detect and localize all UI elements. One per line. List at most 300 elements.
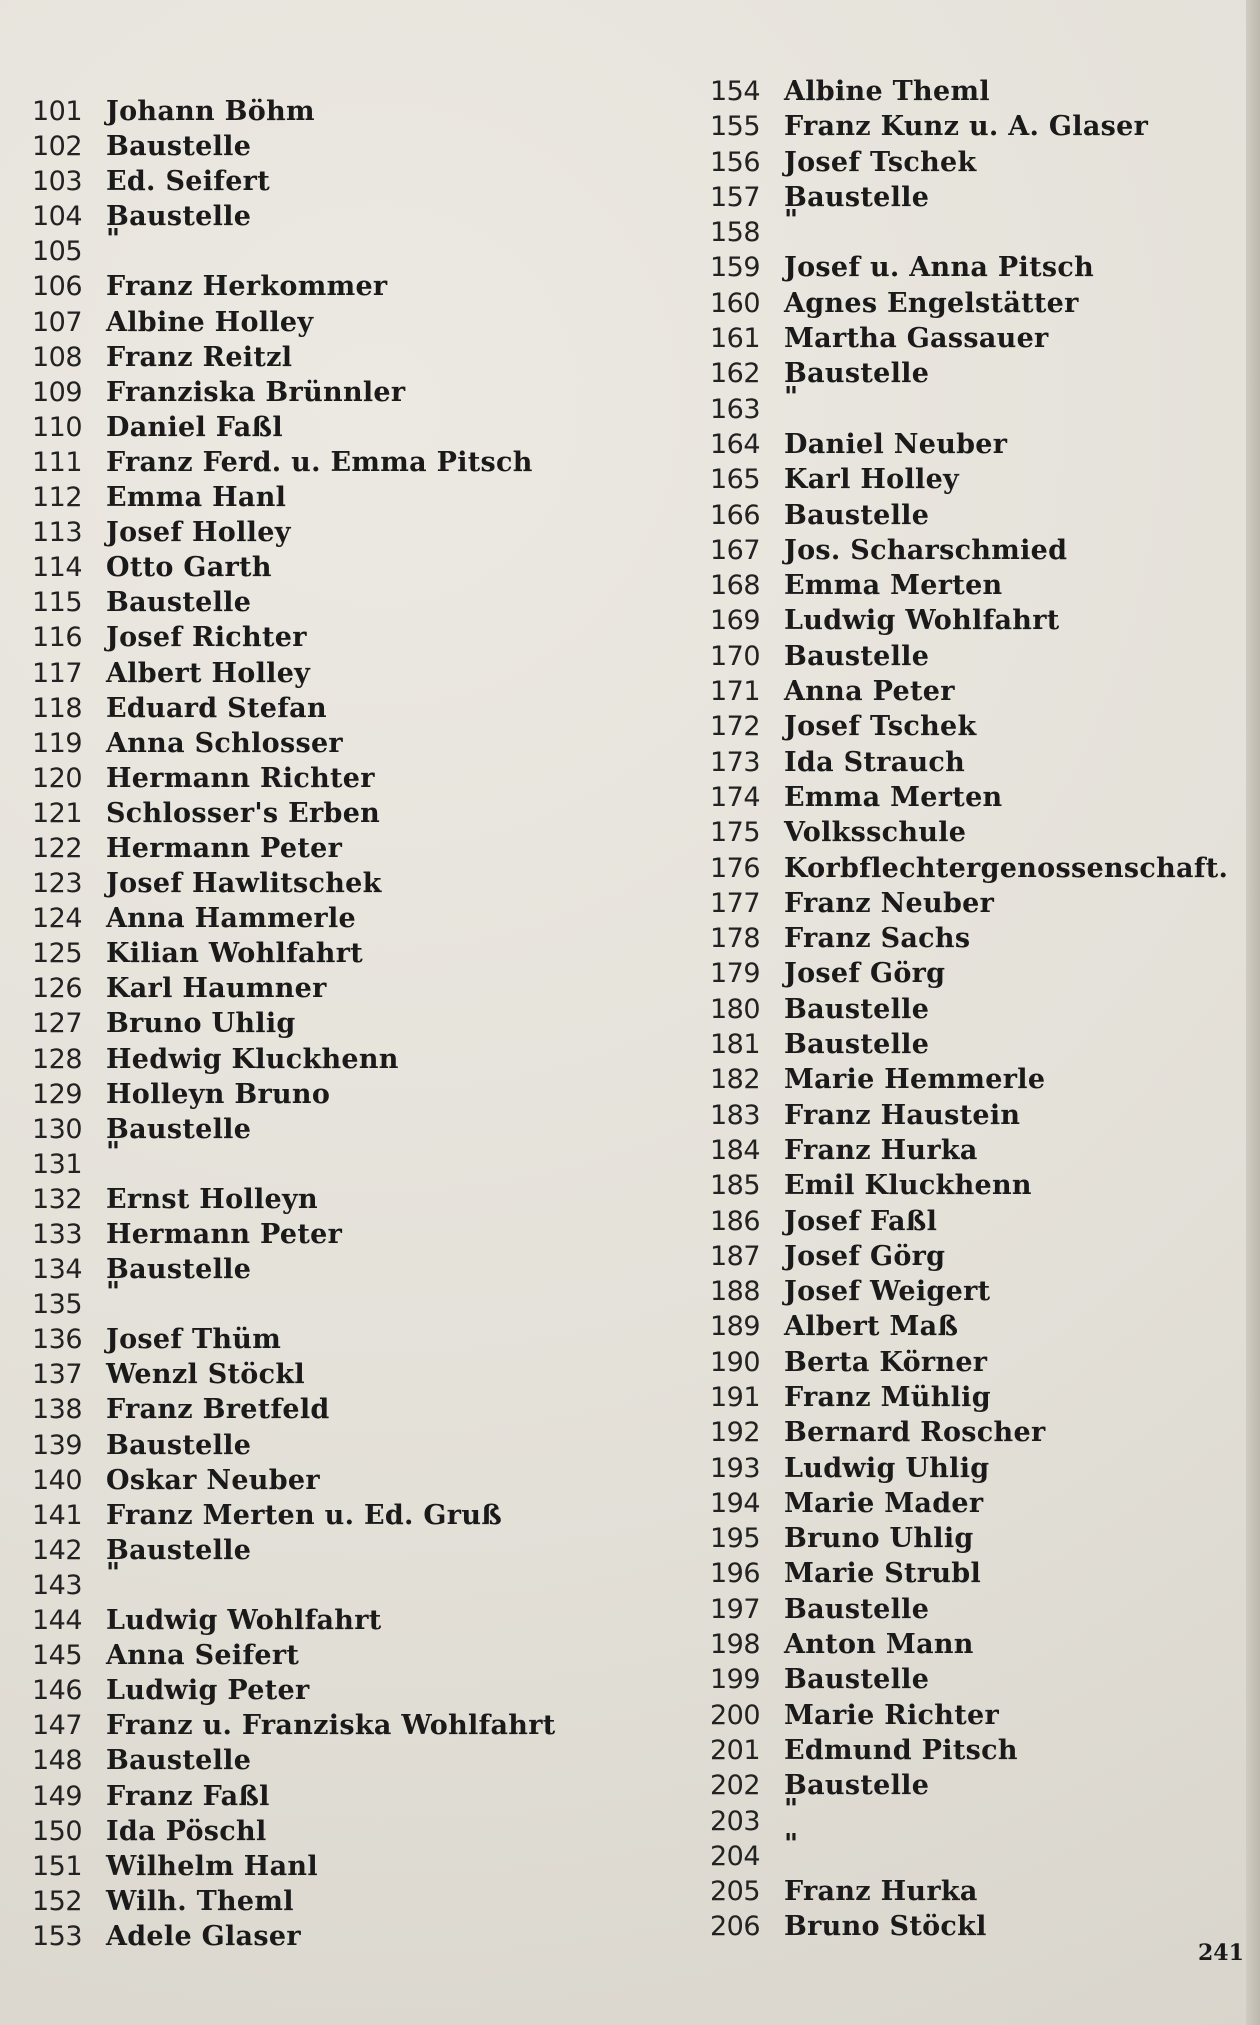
list-item <box>32 656 672 691</box>
list-item <box>32 224 672 269</box>
house-number: 172 <box>710 711 761 743</box>
page-number: 241 <box>1198 1940 1244 1966</box>
owner-name: Eduard Stefan <box>106 692 327 724</box>
house-number: 124 <box>32 903 83 935</box>
list-item <box>32 1638 672 1673</box>
house-number: 108 <box>32 341 83 373</box>
house-number: 138 <box>32 1394 83 1426</box>
owner-name: Baustelle <box>784 993 930 1025</box>
owner-name: Baustelle <box>106 201 252 233</box>
list-item <box>32 550 672 585</box>
house-number: 123 <box>32 868 83 900</box>
owner-name: Wenzl Stöckl <box>106 1359 305 1391</box>
list-item <box>710 462 1230 497</box>
owner-name: Josef u. Anna Pitsch <box>784 252 1095 284</box>
owner-name: Franz Bretfeld <box>106 1394 330 1426</box>
list-item <box>710 1627 1230 1662</box>
house-number: 145 <box>32 1640 83 1672</box>
owner-name: Franziska Brünnler <box>106 376 406 408</box>
list-item <box>710 1027 1230 1062</box>
house-number: 147 <box>32 1710 83 1742</box>
ditto-mark: " <box>106 224 121 256</box>
ditto-mark: " <box>784 381 799 413</box>
house-number: 101 <box>32 96 83 127</box>
list-item <box>32 1357 672 1392</box>
owner-name: Ludwig Wohlfahrt <box>106 1605 382 1637</box>
house-number: 201 <box>710 1734 761 1766</box>
list-item <box>710 1828 1230 1874</box>
house-number: 133 <box>32 1219 83 1250</box>
owner-name: Marie Hemmerle <box>784 1064 1046 1096</box>
owner-name: Schlosser's Erben <box>106 797 381 829</box>
house-number: 174 <box>710 781 761 813</box>
owner-name: Franz Reitzl <box>106 341 293 373</box>
owner-name: Ida Pöschl <box>106 1815 267 1847</box>
list-item <box>32 620 672 655</box>
house-number: 197 <box>710 1593 761 1625</box>
list-item <box>710 1486 1230 1521</box>
house-number: 189 <box>710 1311 761 1343</box>
list-item <box>710 1733 1230 1768</box>
list-item <box>32 901 672 936</box>
house-number: 162 <box>710 358 761 390</box>
list-item <box>710 1274 1230 1309</box>
list-item <box>710 956 1230 991</box>
list-item <box>32 129 672 164</box>
owner-name: Daniel Faßl <box>106 411 283 443</box>
house-number: 119 <box>32 727 83 759</box>
owner-name: Karl Holley <box>784 464 960 496</box>
house-number: 111 <box>32 446 83 478</box>
owner-name: Josef Weigert <box>784 1276 991 1308</box>
house-number: 121 <box>32 797 83 829</box>
list-item <box>32 269 672 304</box>
ditto-mark: " <box>784 1793 799 1825</box>
list-item <box>32 1217 672 1252</box>
owner-name: Josef Tschek <box>784 711 977 743</box>
list-item <box>32 936 672 971</box>
list-item <box>710 815 1230 850</box>
house-number: 196 <box>710 1558 761 1590</box>
owner-name: Anna Hammerle <box>106 903 356 935</box>
owner-name: Hermann Peter <box>106 832 343 864</box>
list-item <box>710 1521 1230 1556</box>
owner-name: Josef Thüm <box>106 1324 282 1356</box>
house-number: 131 <box>32 1148 83 1180</box>
list-item <box>32 1849 672 1884</box>
owner-name: Baustelle <box>784 640 930 672</box>
house-number: 181 <box>710 1029 761 1061</box>
house-number: 195 <box>710 1523 761 1555</box>
house-number: 178 <box>710 923 761 955</box>
owner-name: Marie Strubl <box>784 1558 982 1590</box>
house-number: 137 <box>32 1359 83 1391</box>
house-number: 177 <box>710 887 761 919</box>
house-number: 132 <box>32 1183 83 1215</box>
list-item <box>710 1204 1230 1239</box>
house-number: 150 <box>32 1815 83 1847</box>
owner-name: Franz Haustein <box>784 1099 1021 1131</box>
list-item <box>710 1415 1230 1450</box>
house-number: 163 <box>710 393 761 425</box>
owner-name: Franz Ferd. u. Emma Pitsch <box>106 446 533 478</box>
list-item <box>32 796 672 831</box>
house-number: 136 <box>32 1324 83 1356</box>
owner-name: Hermann Peter <box>106 1219 343 1250</box>
list-item <box>32 1884 672 1919</box>
house-number: 164 <box>710 428 761 460</box>
owner-name: Martha Gassauer <box>784 323 1049 355</box>
owner-name: Albine Holley <box>106 306 314 338</box>
list-item <box>32 1814 672 1849</box>
owner-name: Albine Theml <box>784 76 990 107</box>
house-number: 120 <box>32 762 83 794</box>
owner-name: Franz Kunz u. A. Glaser <box>784 111 1149 143</box>
owner-name: Albert Maß <box>784 1311 959 1343</box>
house-number: 180 <box>710 993 761 1025</box>
house-number: 139 <box>32 1429 83 1461</box>
owner-name: Baustelle <box>784 181 930 213</box>
owner-name: Emma Merten <box>784 781 1003 813</box>
house-number: 109 <box>32 376 83 408</box>
house-number: 183 <box>710 1099 761 1131</box>
list-item <box>710 1062 1230 1097</box>
owner-name: Karl Haumner <box>106 973 327 1005</box>
house-number: 194 <box>710 1487 761 1519</box>
list-item <box>32 1557 672 1603</box>
owner-name: Daniel Neuber <box>784 428 1008 460</box>
house-number: 128 <box>32 1043 83 1075</box>
list-item <box>32 1077 672 1112</box>
owner-name: Berta Körner <box>784 1346 988 1378</box>
house-number: 193 <box>710 1452 761 1484</box>
house-number: 160 <box>710 287 761 319</box>
list-item <box>32 1322 672 1357</box>
list-item <box>32 831 672 866</box>
house-number: 115 <box>32 587 83 619</box>
list-item <box>710 1098 1230 1133</box>
list-item <box>710 321 1230 356</box>
house-number: 102 <box>32 131 83 163</box>
owner-name: Jos. Scharschmied <box>784 534 1068 566</box>
house-number: 104 <box>32 201 83 233</box>
list-item <box>32 726 672 761</box>
house-number: 144 <box>32 1605 83 1637</box>
list-item <box>710 568 1230 603</box>
owner-name: Holleyn Bruno <box>106 1078 331 1110</box>
house-number: 153 <box>32 1920 83 1952</box>
list-item <box>710 205 1230 250</box>
house-number: 200 <box>710 1699 761 1731</box>
list-item <box>710 1239 1230 1274</box>
list-item <box>32 585 672 620</box>
house-number: 188 <box>710 1276 761 1308</box>
owner-name: Josef Hawlitschek <box>106 868 382 900</box>
owner-name: Anna Peter <box>784 676 955 708</box>
owner-name: Anna Schlosser <box>106 727 343 759</box>
house-number: 154 <box>710 76 761 107</box>
owner-name: Ludwig Wohlfahrt <box>784 605 1060 637</box>
owner-name: Josef Tschek <box>784 146 977 178</box>
owner-name: Korbflechtergenossenschaft. <box>784 852 1229 884</box>
owner-name: Baustelle <box>106 1429 252 1461</box>
list-item <box>32 1673 672 1708</box>
list-item <box>710 992 1230 1027</box>
list-item <box>32 375 672 410</box>
list-item <box>32 971 672 1006</box>
owner-name: Franz u. Franziska Wohlfahrt <box>106 1710 556 1742</box>
house-number: 142 <box>32 1534 83 1566</box>
left-address-column <box>32 94 672 1954</box>
list-item <box>710 709 1230 744</box>
list-item <box>710 1662 1230 1697</box>
house-number: 105 <box>32 236 83 268</box>
owner-name: Volksschule <box>784 817 967 849</box>
list-item <box>710 498 1230 533</box>
right-address-column <box>710 74 1230 1945</box>
house-number: 206 <box>710 1911 761 1943</box>
owner-name: Marie Mader <box>784 1487 984 1519</box>
list-item <box>32 1779 672 1814</box>
ditto-mark: " <box>784 205 799 237</box>
list-item <box>710 1451 1230 1486</box>
house-number: 155 <box>710 111 761 143</box>
owner-name: Baustelle <box>106 1534 252 1566</box>
house-number: 171 <box>710 676 761 708</box>
house-number: 127 <box>32 1008 83 1040</box>
owner-name: Franz Neuber <box>784 887 995 919</box>
owner-name: Emil Kluckhenn <box>784 1170 1032 1202</box>
list-item <box>710 109 1230 144</box>
list-item <box>32 94 672 129</box>
list-item <box>710 1133 1230 1168</box>
house-number: 107 <box>32 306 83 338</box>
list-item <box>32 410 672 445</box>
owner-name: Baustelle <box>784 1029 930 1061</box>
owner-name: Oskar Neuber <box>106 1464 320 1496</box>
owner-name: Edmund Pitsch <box>784 1734 1018 1766</box>
owner-name: Bruno Uhlig <box>784 1523 974 1555</box>
list-item <box>32 866 672 901</box>
list-item <box>32 445 672 480</box>
house-number: 170 <box>710 640 761 672</box>
ditto-mark: " <box>784 1828 799 1860</box>
owner-name: Franz Merten u. Ed. Gruß <box>106 1499 503 1531</box>
list-item <box>710 145 1230 180</box>
list-item <box>32 1919 672 1954</box>
list-item <box>32 340 672 375</box>
list-item <box>710 1556 1230 1591</box>
list-item <box>32 305 672 340</box>
owner-name: Wilh. Theml <box>106 1885 294 1917</box>
house-number: 179 <box>710 958 761 990</box>
house-number: 158 <box>710 217 761 249</box>
list-item <box>32 1428 672 1463</box>
owner-name: Hermann Richter <box>106 762 375 794</box>
owner-name: Franz Faßl <box>106 1780 270 1812</box>
house-number: 110 <box>32 411 83 443</box>
owner-name: Baustelle <box>784 1593 930 1625</box>
house-number: 112 <box>32 482 83 514</box>
owner-name: Bruno Uhlig <box>106 1008 296 1040</box>
owner-name: Franz Herkommer <box>106 271 388 303</box>
house-number: 192 <box>710 1417 761 1449</box>
list-item <box>32 1392 672 1427</box>
list-item <box>32 1182 672 1217</box>
house-number: 184 <box>710 1134 761 1166</box>
owner-name: Baustelle <box>784 1770 930 1802</box>
house-number: 159 <box>710 252 761 284</box>
owner-name: Franz Sachs <box>784 923 971 955</box>
list-item <box>32 1277 672 1322</box>
list-item <box>710 250 1230 285</box>
house-number: 198 <box>710 1629 761 1661</box>
owner-name: Ed. Seifert <box>106 166 270 198</box>
list-item <box>32 164 672 199</box>
house-number: 117 <box>32 657 83 689</box>
house-number: 186 <box>710 1205 761 1237</box>
owner-name: Josef Richter <box>106 622 307 654</box>
list-item <box>32 691 672 726</box>
house-number: 141 <box>32 1499 83 1531</box>
owner-name: Kilian Wohlfahrt <box>106 938 364 970</box>
owner-name: Bruno Stöckl <box>784 1911 987 1943</box>
owner-name: Franz Hurka <box>784 1134 978 1166</box>
list-item <box>32 1463 672 1498</box>
house-number: 130 <box>32 1113 83 1145</box>
house-number: 122 <box>32 832 83 864</box>
owner-name: Baustelle <box>784 499 930 531</box>
house-number: 146 <box>32 1675 83 1707</box>
house-number: 191 <box>710 1381 761 1413</box>
house-number: 156 <box>710 146 761 178</box>
list-item <box>32 761 672 796</box>
owner-name: Johann Böhm <box>106 96 315 127</box>
list-item <box>710 745 1230 780</box>
list-item <box>710 1168 1230 1203</box>
house-number: 166 <box>710 499 761 531</box>
house-number: 187 <box>710 1240 761 1272</box>
house-number: 152 <box>32 1885 83 1917</box>
house-number: 176 <box>710 852 761 884</box>
list-item <box>710 603 1230 638</box>
owner-name: Agnes Engelstätter <box>784 287 1079 319</box>
list-item <box>710 780 1230 815</box>
house-number: 199 <box>710 1664 761 1696</box>
ditto-mark: " <box>106 1136 121 1168</box>
house-number: 161 <box>710 323 761 355</box>
list-item <box>710 1874 1230 1909</box>
list-item <box>32 1708 672 1743</box>
house-number: 190 <box>710 1346 761 1378</box>
owner-name: Emma Merten <box>784 570 1003 602</box>
owner-name: Baustelle <box>784 1664 930 1696</box>
owner-name: Franz Hurka <box>784 1876 978 1908</box>
owner-name: Josef Görg <box>784 958 946 990</box>
owner-name: Wilhelm Hanl <box>106 1850 318 1882</box>
house-number: 203 <box>710 1805 761 1837</box>
owner-name: Franz Mühlig <box>784 1381 991 1413</box>
list-item <box>710 851 1230 886</box>
house-number: 134 <box>32 1254 83 1286</box>
house-number: 143 <box>32 1569 83 1601</box>
owner-name: Hedwig Kluckhenn <box>106 1043 399 1075</box>
owner-name: Baustelle <box>106 1113 252 1145</box>
owner-name: Ernst Holleyn <box>106 1183 318 1215</box>
house-number: 140 <box>32 1464 83 1496</box>
house-number: 169 <box>710 605 761 637</box>
owner-name: Bernard Roscher <box>784 1417 1046 1449</box>
list-item <box>32 1498 672 1533</box>
house-number: 205 <box>710 1876 761 1908</box>
list-item <box>32 1603 672 1638</box>
house-number: 148 <box>32 1745 83 1777</box>
house-number: 151 <box>32 1850 83 1882</box>
list-item <box>710 427 1230 462</box>
house-number: 185 <box>710 1170 761 1202</box>
owner-name: Josef Faßl <box>784 1205 938 1237</box>
list-item <box>710 381 1230 427</box>
house-number: 165 <box>710 464 761 496</box>
owner-name: Baustelle <box>106 1254 252 1286</box>
list-item <box>710 1380 1230 1415</box>
owner-name: Josef Holley <box>106 517 291 549</box>
list-item <box>710 674 1230 709</box>
house-number: 129 <box>32 1078 83 1110</box>
owner-name: Baustelle <box>106 1745 252 1777</box>
list-item <box>710 533 1230 568</box>
list-item <box>710 1909 1230 1944</box>
owner-name: Otto Garth <box>106 552 272 584</box>
owner-name: Ludwig Peter <box>106 1675 310 1707</box>
house-number: 182 <box>710 1064 761 1096</box>
list-item <box>710 74 1230 109</box>
house-number: 157 <box>710 181 761 213</box>
list-item <box>710 286 1230 321</box>
owner-name: Adele Glaser <box>106 1920 301 1952</box>
house-number: 175 <box>710 817 761 849</box>
list-item <box>710 921 1230 956</box>
owner-name: Ludwig Uhlig <box>784 1452 990 1484</box>
house-number: 125 <box>32 938 83 970</box>
list-item <box>710 639 1230 674</box>
house-number: 126 <box>32 973 83 1005</box>
house-number: 202 <box>710 1770 761 1802</box>
owner-name: Baustelle <box>106 587 252 619</box>
list-item <box>710 886 1230 921</box>
house-number: 103 <box>32 166 83 198</box>
house-number: 114 <box>32 552 83 584</box>
list-item <box>710 1592 1230 1627</box>
house-number: 149 <box>32 1780 83 1812</box>
ditto-mark: " <box>106 1277 121 1309</box>
list-item <box>710 1698 1230 1733</box>
house-number: 204 <box>710 1840 761 1872</box>
owner-name: Ida Strauch <box>784 746 966 778</box>
list-item <box>32 480 672 515</box>
house-number: 118 <box>32 692 83 724</box>
owner-name: Anton Mann <box>784 1629 974 1661</box>
house-number: 173 <box>710 746 761 778</box>
owner-name: Baustelle <box>106 131 252 163</box>
list-item <box>32 515 672 550</box>
owner-name: Albert Holley <box>106 657 311 689</box>
house-number: 113 <box>32 517 83 549</box>
house-number: 167 <box>710 534 761 566</box>
list-item <box>32 1136 672 1182</box>
list-item <box>710 1309 1230 1344</box>
owner-name: Baustelle <box>784 358 930 390</box>
